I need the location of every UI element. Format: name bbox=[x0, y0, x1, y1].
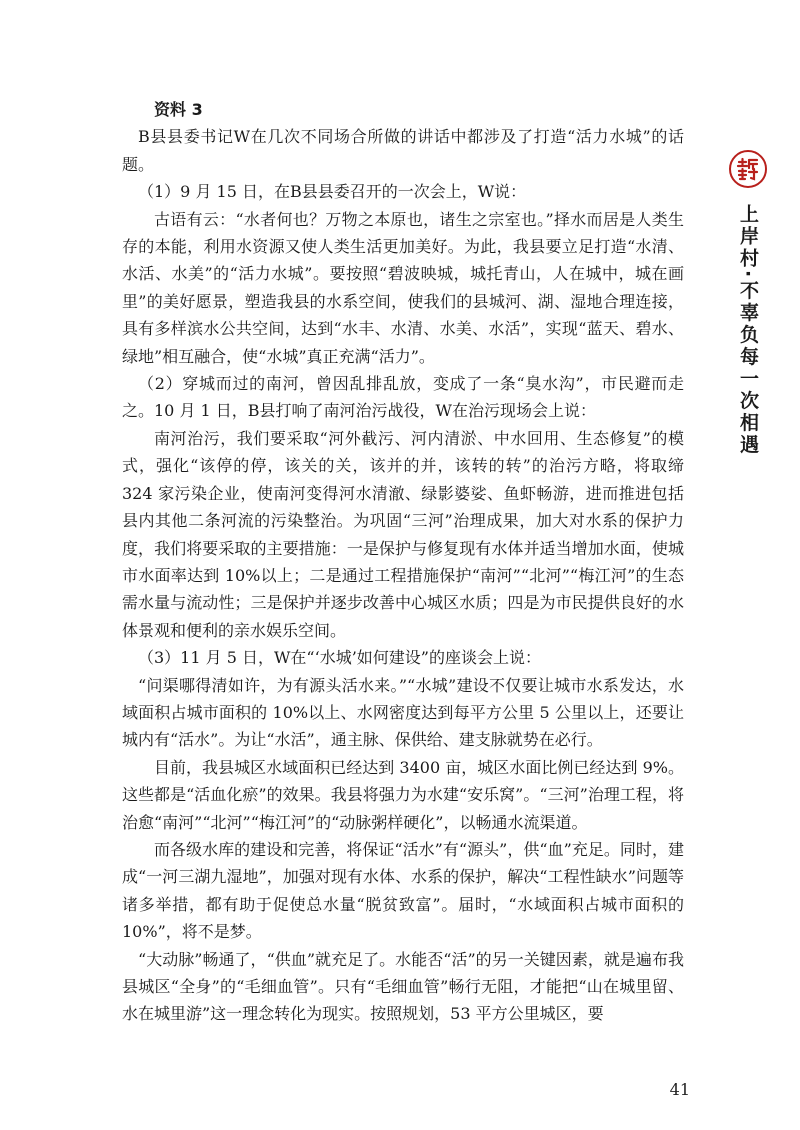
paragraph: 而各级水库的建设和完善，将保证“活水”有“源头”，供“血”充足。同时，建成“一河三湖九湿地”，加强对现有水体、水系的保护，解决“工程性缺水”问题等诸多举措，都有助于促使总水量“脱贫致富”。届时，“水域面积占城市面积的 10%”，将不是梦。 bbox=[122, 839, 684, 942]
section-heading: 资料 3 bbox=[154, 100, 203, 119]
paragraph: 目前，我县城区水域面积已经达到 3400 亩，城区水面比例已经达到 9%。这些都是“活血化瘀”的效果。我县将强力为水建“安乐窝”。“三河”治理工程，将治愈“南河”“北河”“梅江河”的“动脉粥样硬化”，以畅通水流渠道。 bbox=[122, 757, 684, 832]
page-number: 41 bbox=[669, 1080, 690, 1099]
brand-slogan: 上岸村·不辜负每一次相遇 bbox=[737, 204, 759, 457]
paragraph: （3）11 月 5 日，W在“‘水城’如何建设”的座谈会上说： bbox=[138, 648, 541, 668]
paragraph: 古语有云：“水者何也？万物之本原也，诸生之宗室也。”择水而居是人类生存的本能，利用水资源又使人类生活更加美好。为此，我县要立足打造“水清、水活、水美”的“活力水城”。要按照“碧波映城，城托青山，人在城中，城在画里”的美好愿景，塑造我县的水系空间，使我们的县城河、湖、湿地合理连接，具有多样滨水公共空间，达到“水丰、水清、水美、水活”，实现“蓝天、碧水、绿地”相互融合，使“水城”真正充满“活力”。 bbox=[122, 209, 684, 366]
paragraph: （2）穿城而过的南河，曾因乱排乱放，变成了一条“臭水沟”，市民避而走之。10 月 1 日，B县打响了南河治污战役，W在治污现场会上说： bbox=[122, 374, 684, 421]
document-body bbox=[122, 96, 684, 1028]
paragraph: （1）9 月 15 日，在B县县委召开的一次会上，W说： bbox=[138, 182, 527, 202]
paragraph: “问渠哪得清如许，为有源头活水来。”“水城”建设不仅要让城市水系发达，水域面积占城市面积的 10%以上、水网密度达到每平方公里 5 公里以上，还要让城内有“活水”。为让“水活”，通主脉、保供给、建支脉就势在必行。 bbox=[122, 675, 684, 750]
paragraph: 南河治污，我们要采取“河外截污、河内清淤、中水回用、生态修复”的模式，强化“该停的停，该关的关，该并的并，该转的转”的治污方略，将取缔 324 家污染企业，使南河变得河水清澈、绿影婆娑、鱼虾畅游，进而推进包括县内其他二条河流的污染整治。为巩固“三河”治理成果，加大对水系的保护力度，我们将要采取的主要措施：一是保护与修复现有水体并适当增加水面，使城市水面率达到 10%以上；二是通过工程措施保护“南河”“北河”“梅江河”的生态需水量与流动性；三是保护并逐步改善中心城区水质；四是为市民提供良好的水体景观和便利的亲水娱乐空间。 bbox=[122, 428, 684, 640]
brand-logo-seal bbox=[729, 150, 767, 188]
paragraph: B县县委书记W在几次不同场合所做的讲话中都涉及了打造“活力水城”的话题。 bbox=[122, 127, 684, 174]
paragraph: “大动脉”畅通了，“供血”就充足了。水能否“活”的另一关键因素，就是遍布我县城区“全身”的“毛细血管”。只有“毛细血管”畅行无阻，才能把“山在城里留、水在城里游”这一理念转化为现实。按照规划，53 平方公里城区，要 bbox=[122, 949, 684, 1024]
side-brand bbox=[726, 150, 770, 456]
seal-mark-icon bbox=[735, 156, 761, 182]
